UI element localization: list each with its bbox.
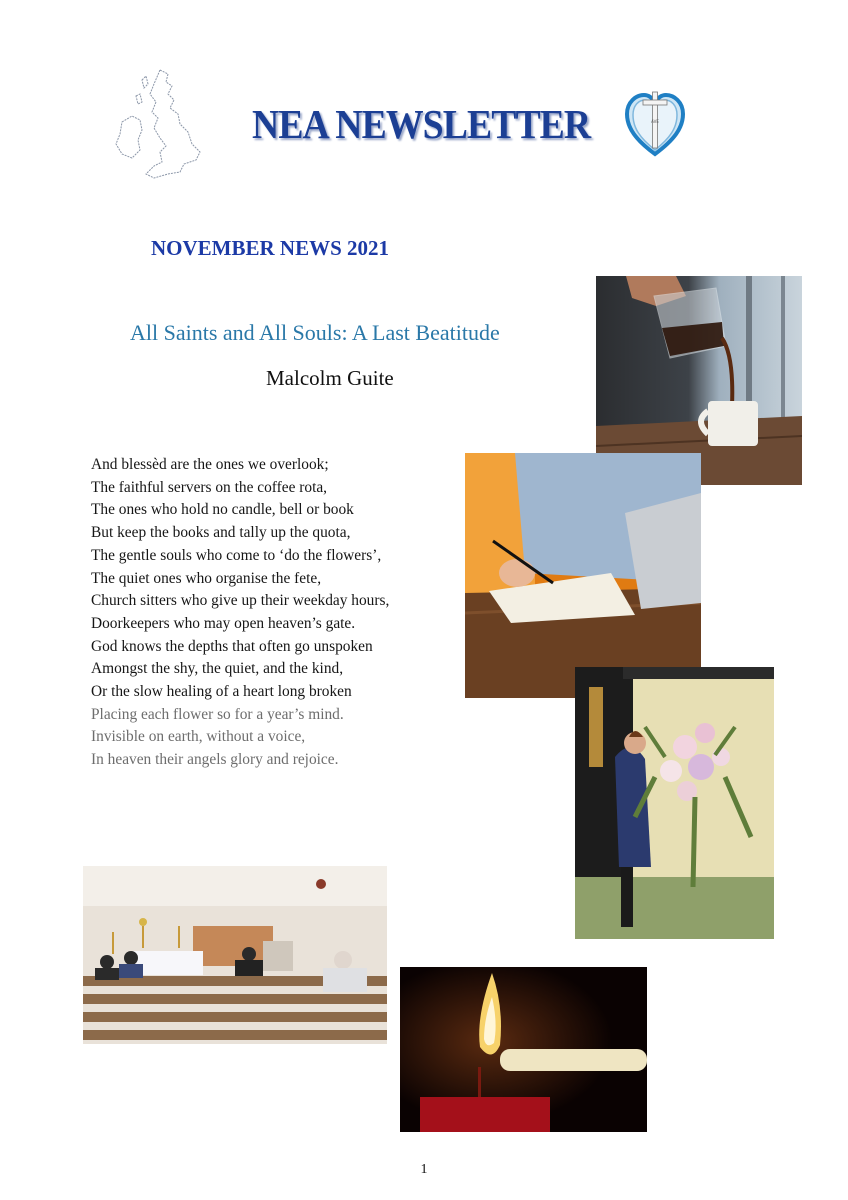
poem-line: Invisible on earth, without a voice,	[91, 728, 306, 746]
poem-line: God knows the depths that often go unspoken	[91, 637, 373, 655]
poem-line: In heaven their angels glory and rejoice.	[91, 751, 339, 769]
poem-author: Malcolm Guite	[266, 366, 394, 390]
poem-line: The gentle souls who come to ‘do the flowers’,	[91, 546, 382, 564]
church-interior-photo	[83, 866, 387, 1044]
poem-line: Placing each flower so for a year’s mind.	[91, 705, 344, 723]
poem-line: And blessèd are the ones we overlook;	[91, 456, 329, 473]
poem-line: The faithful servers on the coffee rota,	[91, 478, 328, 496]
flower-arranging-photo	[575, 667, 774, 939]
heart-cross-logo-icon	[624, 90, 686, 158]
candle-flame-photo	[400, 967, 647, 1132]
british-isles-map-icon	[110, 66, 206, 184]
heart-logo-text: AVE	[651, 119, 659, 124]
poem-body	[91, 454, 389, 772]
person-writing-photo	[465, 453, 701, 698]
page-number: 1	[420, 1162, 428, 1177]
poem-line: The quiet ones who organise the fete,	[91, 569, 322, 587]
poem-line: The ones who hold no candle, bell or book	[91, 501, 354, 519]
poem-title: All Saints and All Souls: A Last Beatitude	[130, 320, 500, 345]
poem-line: Church sitters who give up their weekday hours,	[91, 592, 390, 610]
poem-line: Or the slow healing of a heart long broken	[91, 683, 352, 701]
poem-line: Doorkeepers who may open heaven’s gate.	[91, 614, 356, 632]
newsletter-masthead: NEA NEWSLETTER	[252, 101, 591, 147]
poem-line: Amongst the shy, the quiet, and the kind,	[91, 660, 344, 678]
poem-line: But keep the books and tally up the quota,	[91, 524, 351, 542]
issue-title: NOVEMBER NEWS 2021	[151, 236, 390, 260]
